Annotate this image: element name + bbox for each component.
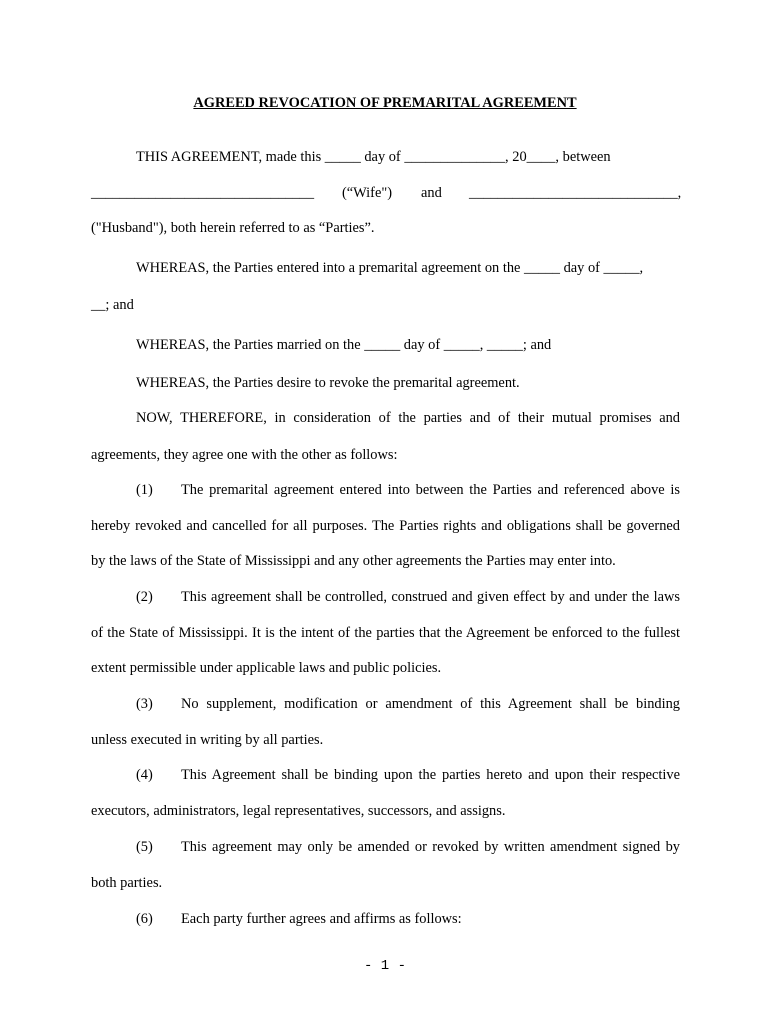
para-2-line-2: of the State of Mississippi. It is the intent of the parties that the Agreement be enforced to the fullest	[91, 625, 680, 641]
para-3-number: (3)	[136, 696, 153, 712]
page-number: - 1 -	[363, 958, 406, 974]
para-6-number: (6)	[136, 911, 153, 927]
now-therefore-line-1: NOW, THEREFORE, in consideration of the parties and of their mutual promises and	[136, 410, 680, 426]
para-1-number: (1)	[136, 482, 153, 498]
para-1-line-1: The premarital agreement entered into between the Parties and referenced above is	[181, 482, 680, 498]
para-1-line-3: by the laws of the State of Mississippi and any other agreements the Parties may enter into.	[91, 553, 616, 569]
whereas-married: WHEREAS, the Parties married on the _____ day of _____, _____; and	[136, 337, 552, 353]
wife-label: (“Wife")	[342, 185, 393, 201]
para-3-line-1: No supplement, modification or amendment of this Agreement shall be binding	[181, 696, 680, 712]
para-4-line-2: executors, administrators, legal representatives, successors, and assigns.	[91, 803, 506, 819]
para-5-number: (5)	[136, 839, 153, 855]
and-label: and	[421, 185, 442, 201]
whereas-premarital-line-2: __; and	[91, 297, 134, 313]
para-5-line-2: both parties.	[91, 875, 163, 891]
para-4-number: (4)	[136, 767, 153, 783]
document-title: AGREED REVOCATION OF PREMARITAL AGREEMENT	[193, 95, 577, 111]
para-2-line-1: This agreement shall be controlled, construed and given effect by and under the laws	[181, 589, 680, 605]
para-2-line-3: extent permissible under applicable laws and public policies.	[91, 660, 442, 676]
intro-line: THIS AGREEMENT, made this _____ day of ______________, 20____, between	[136, 149, 611, 165]
whereas-revoke: WHEREAS, the Parties desire to revoke the premarital agreement.	[136, 375, 520, 391]
para-6-line-1: Each party further agrees and affirms as follows:	[181, 911, 462, 927]
para-3-line-2: unless executed in writing by all parties.	[91, 732, 324, 748]
para-2-number: (2)	[136, 589, 153, 605]
husband-blank: _____________________________,	[469, 185, 682, 201]
para-5-line-1: This agreement may only be amended or revoked by written amendment signed by	[181, 839, 680, 855]
now-therefore-line-2: agreements, they agree one with the other as follows:	[91, 447, 398, 463]
wife-blank: _______________________________	[91, 185, 315, 201]
para-1-line-2: hereby revoked and cancelled for all purposes. The Parties rights and obligations shall be governed	[91, 518, 680, 534]
whereas-premarital-line-1: WHEREAS, the Parties entered into a premarital agreement on the _____ day of _____,	[136, 260, 644, 276]
husband-line: ("Husband"), both herein referred to as “Parties”.	[91, 220, 375, 236]
para-4-line-1: This Agreement shall be binding upon the parties hereto and upon their respective	[181, 767, 680, 783]
